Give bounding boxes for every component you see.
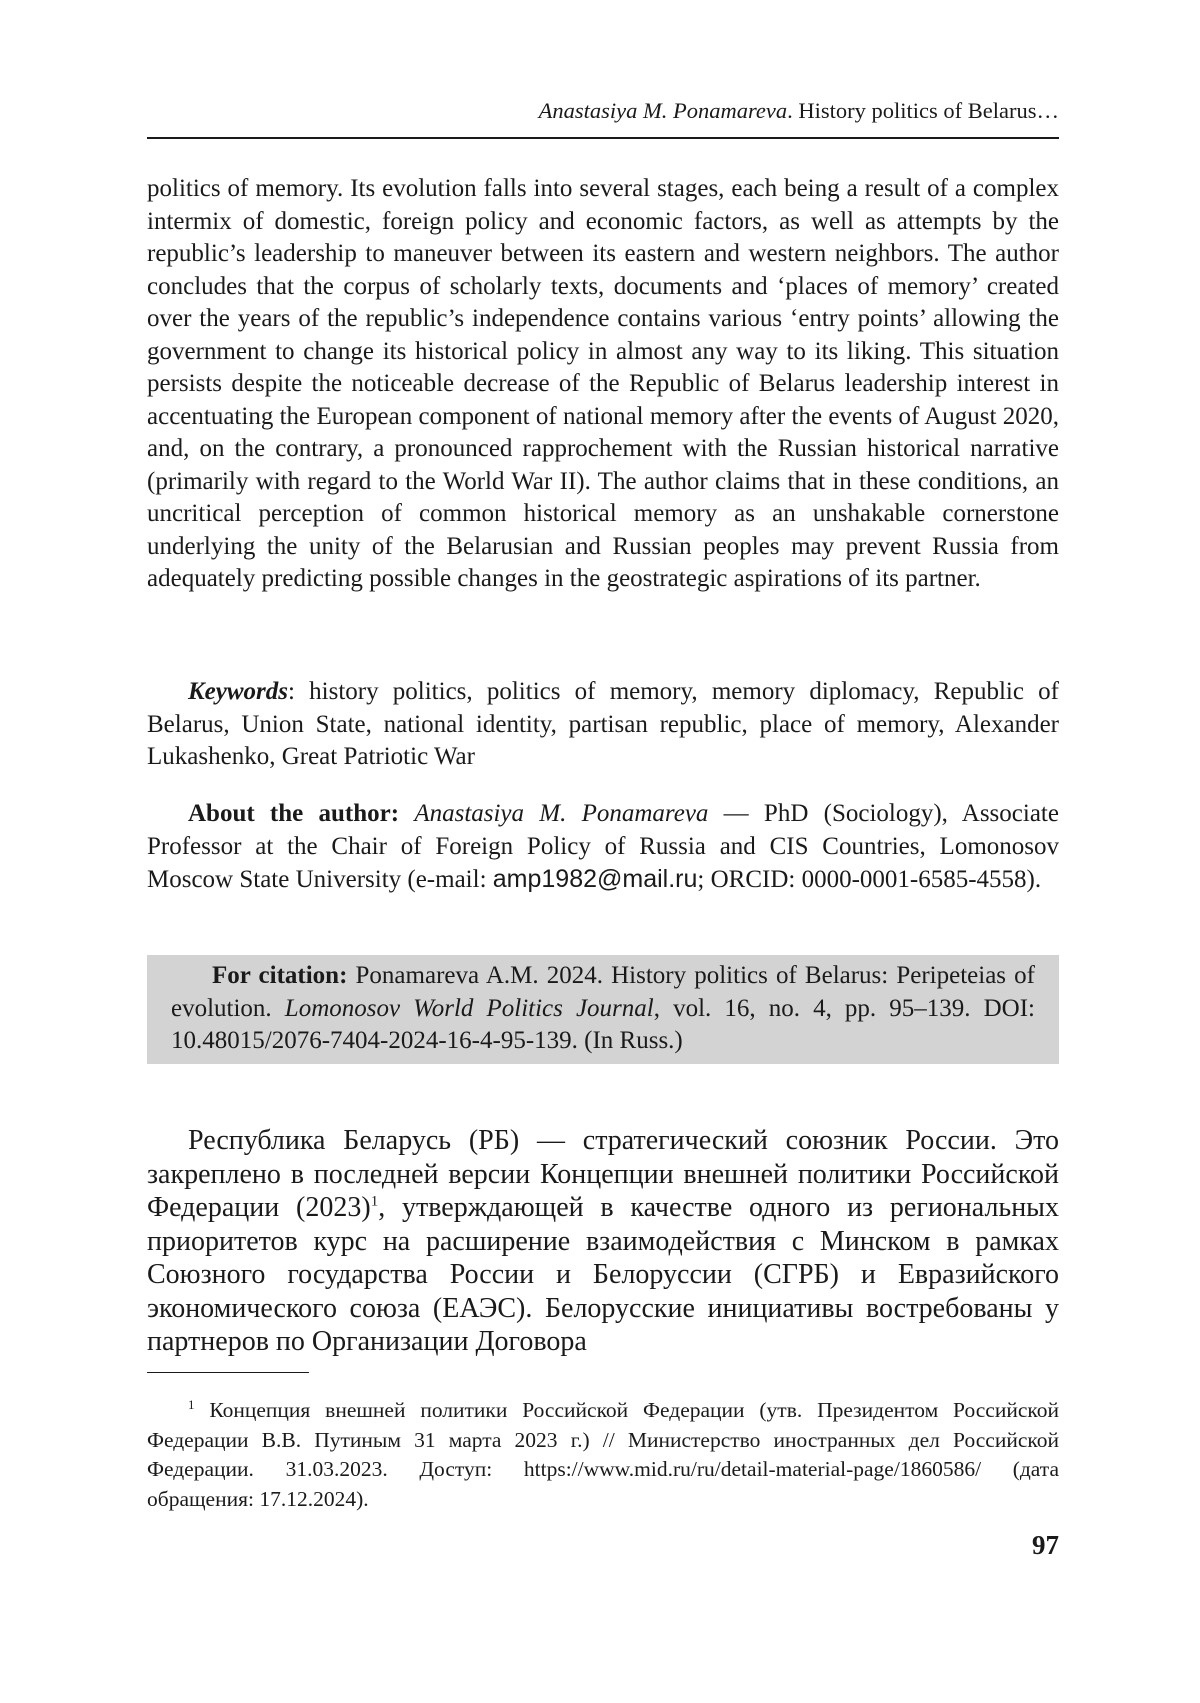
running-header — [147, 96, 1059, 126]
keywords-paragraph — [147, 676, 1059, 774]
footnote-mark: 1 — [188, 1397, 195, 1412]
footnote-rule — [147, 1372, 309, 1373]
header-rule — [147, 137, 1059, 139]
about-author-text: — PhD (Sociology), Associate Professor at the Chair of Foreign Policy of Russia and CIS Countries, Lomonosov Moscow State University (e-mail: — [147, 800, 1059, 893]
citation-journal: Lomonosov World Politics Journal — [284, 994, 654, 1022]
page-number: 97 — [1032, 1530, 1059, 1560]
citation-details: , vol. 16, no. 4, pp. 95–139. DOI: 10.48015/2076-7404-2024-16-4-95-139. (In Russ.) — [171, 994, 1036, 1054]
about-author-paragraph — [147, 798, 1059, 897]
body-text-continued: , утверждающей в качестве одного из региональных приоритетов курс на расширение взаимодействия с Минском в рамках Союзного государства России и Белоруссии (СГРБ) и Евразийского экономического союза (ЕАЭС). Белорусские инициативы востребованы у партнеров по Организации Договора — [147, 1192, 1059, 1357]
header-author: Anastasiya M. Ponamareva — [538, 98, 788, 123]
about-author-orcid: ; ORCID: 0000-0001-6585-4558). — [697, 866, 1042, 893]
body-text: Республика Беларусь (РБ) — стратегический союзник России. Это закреплено в последней версии Концепции внешней политики Российской Федерации (2023) — [147, 1125, 1059, 1223]
citation-label: For citation: — [212, 962, 348, 989]
body-paragraph — [147, 1124, 1059, 1359]
citation-text: Ponamareva A.M. 2024. History politics of Belarus: Peripeteias of evolution. — [171, 962, 1035, 1022]
about-author-label: About the author: — [188, 800, 400, 827]
footnote-reference[interactable]: 1 — [370, 1193, 379, 1210]
footnote-text: Концепция внешней политики Российской Федерации (утв. Президентом Российской Федерации В.В. Путиным 31 марта 2023 г.) // Министерство иностранных дел Российской Федерации. 31.03.2023. Доступ: https://www.mid.ru/ru/detail-material-page/1860586/ (дата обращения: 17.12.2024). — [147, 1398, 1059, 1511]
author-name: Anastasiya M. Ponamareva — [414, 800, 709, 827]
citation-box — [147, 955, 1059, 1064]
author-email-link[interactable]: amp1982@mail.ru — [492, 865, 698, 893]
keywords-text: : history politics, politics of memory, memory diplomacy, Republic of Belarus, Union State, national identity, partisan republic, place of memory, Alexander Lukashenko, Great Patriotic War — [147, 678, 1059, 770]
header-title: . History politics of Belarus… — [787, 98, 1059, 123]
keywords-label: Keywords — [188, 678, 288, 705]
citation-paragraph — [171, 960, 1035, 1058]
footnote — [147, 1390, 1059, 1514]
abstract-paragraph: politics of memory. Its evolution falls into several stages, each being a result of a complex intermix of domestic, foreign policy and economic factors, as well as attempts by the republic’s leadership to maneuver between its eastern and western neighbors. The author concludes that the corpus of scholarly texts, documents and ‘places of memory’ created over the years of the republic’s independence contains various ‘entry points’ allowing the government to change its historical policy in almost any way to its liking. This situation persists despite the noticeable decrease of the Republic of Belarus leadership interest in accentuating the European component of national memory after the events of August 2020, and, on the contrary, a pronounced rapprochement with the Russian historical narrative (primarily with regard to the World War II). The author claims that in these conditions, an uncritical perception of common historical memory as an unshakable cornerstone underlying the unity of the Belarusian and Russian peoples may prevent Russia from adequately predicting possible changes in the geostrategic aspirations of its partner. — [147, 175, 1059, 592]
